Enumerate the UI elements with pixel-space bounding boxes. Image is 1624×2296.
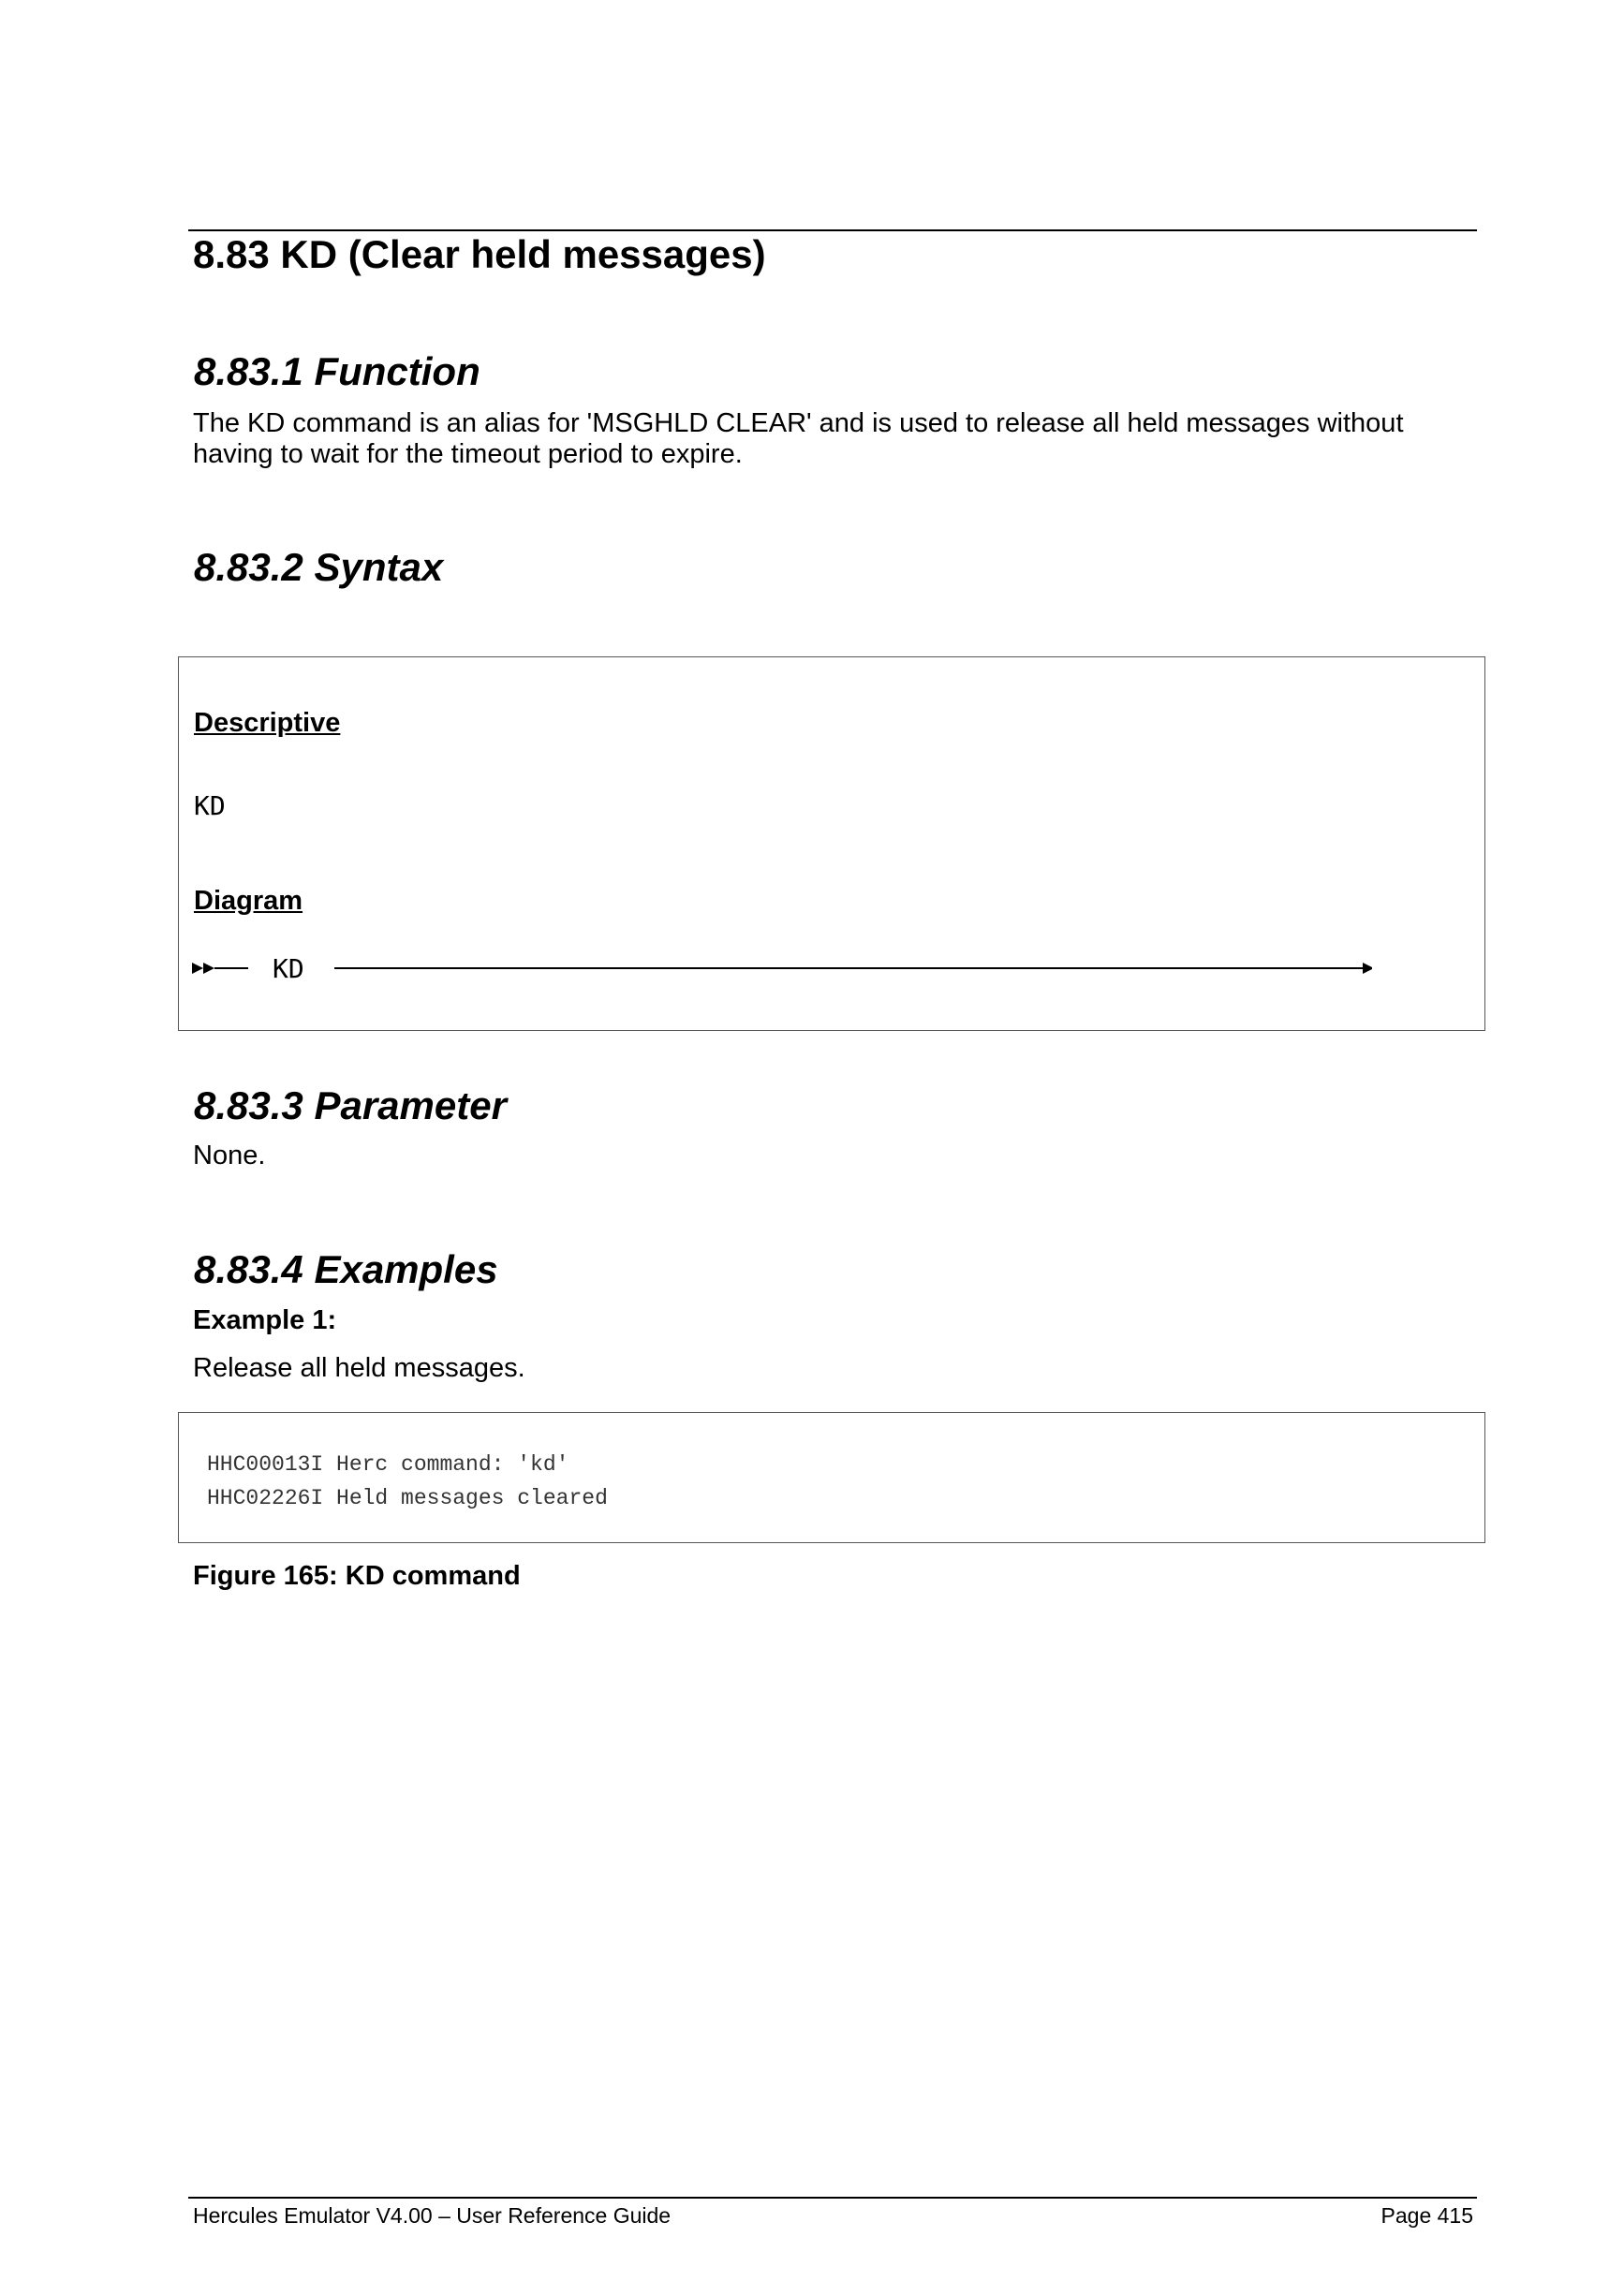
footer-rule — [188, 2197, 1477, 2199]
descriptive-label: Descriptive — [194, 708, 341, 738]
console-line: HHC00013I Herc command: 'kd' — [207, 1452, 569, 1477]
function-heading: 8.83.1 Function — [194, 349, 480, 393]
diagram-command: KD — [273, 953, 304, 984]
example-description: Release all held messages. — [193, 1353, 525, 1383]
syntax-heading: 8.83.2 Syntax — [194, 545, 444, 589]
function-text: The KD command is an alias for 'MSGHLD CLEAR' and is used to release all held messages without having to wait for the timeout period to expire. — [193, 408, 1404, 469]
figure-caption: Figure 165: KD command — [193, 1561, 521, 1591]
footer-title: Hercules Emulator V4.00 – User Reference Guide — [193, 2203, 672, 2228]
page-number: Page 415 — [1380, 2203, 1473, 2228]
console-output-box — [178, 1412, 1485, 1543]
diagram-label: Diagram — [194, 886, 303, 916]
syntax-box — [178, 656, 1485, 1031]
example-label: Example 1: — [193, 1305, 337, 1335]
header-rule — [188, 229, 1477, 231]
parameter-heading: 8.83.3 Parameter — [194, 1083, 507, 1127]
parameter-text: None. — [193, 1141, 266, 1170]
descriptive-command: KD — [194, 790, 226, 821]
syntax-diagram — [192, 949, 1372, 987]
diagram-start-arrows — [192, 963, 248, 974]
examples-heading: 8.83.4 Examples — [194, 1247, 498, 1291]
section-title: 8.83 KD (Clear held messages) — [193, 232, 766, 276]
console-line: HHC02226I Held messages cleared — [207, 1486, 608, 1510]
diagram-end-arrows — [334, 963, 1372, 974]
